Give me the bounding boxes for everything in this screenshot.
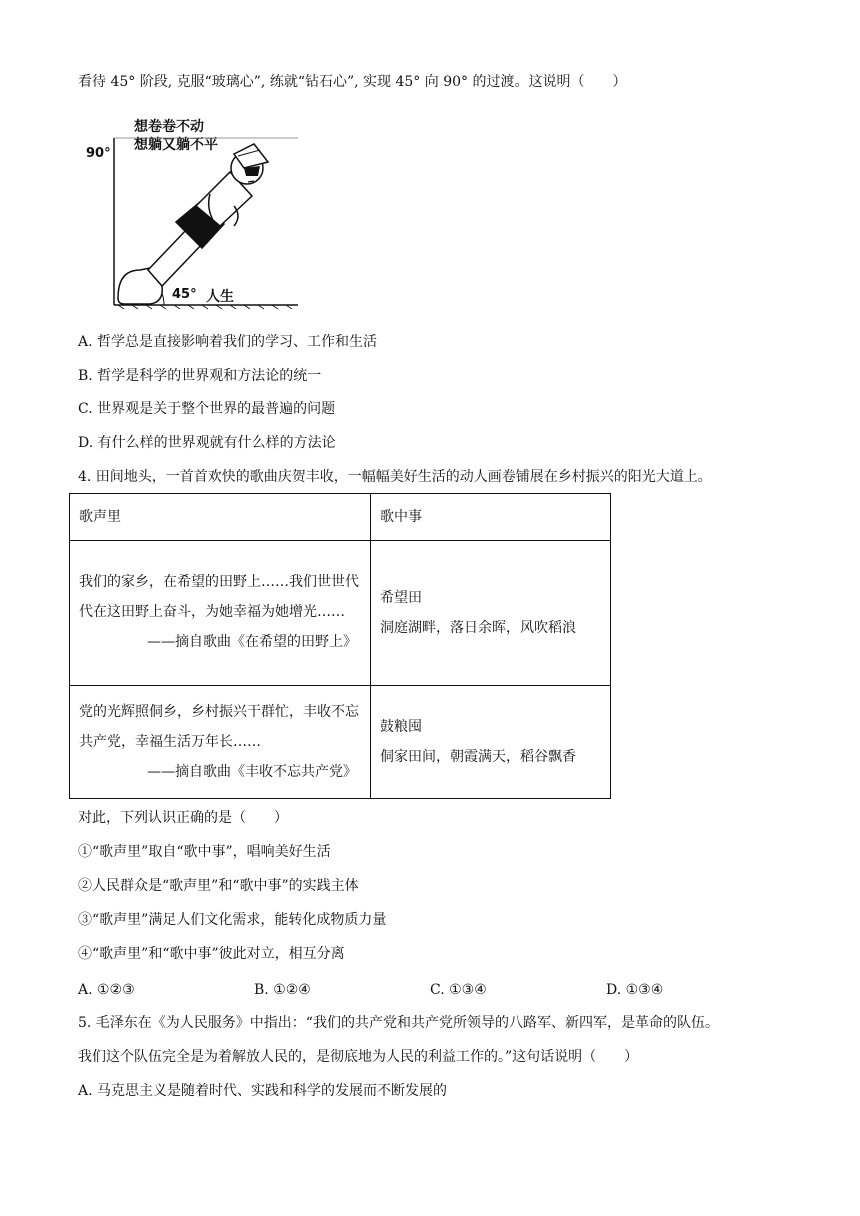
q5-option-a: A. 马克思主义是随着时代、实践和科学的发展而不断发展的	[78, 1083, 448, 1099]
scene-description: 洞庭湖畔，落日余晖，风吹稻浪	[380, 620, 576, 636]
statement-2: ②人民群众是“歌声里”和“歌中事”的实践主体	[78, 878, 359, 894]
scene-cell	[371, 541, 611, 686]
q3-option-d: D. 有什么样的世界观就有什么样的方法论	[78, 435, 336, 451]
songs-table	[69, 493, 611, 799]
scene-place: 鼓粮囤	[380, 719, 422, 735]
scene-description: 侗家田间，朝霞满天，稻谷飘香	[380, 749, 576, 765]
q4-option-b: B. ①②④	[254, 982, 311, 998]
question-5-line2: 我们这个队伍完全是为着解放人民的，是彻底地为人民的利益工作的。”这句话说明（ ）	[78, 1049, 639, 1065]
statement-4: ④“歌声里”和“歌中事”彼此对立，相互分离	[78, 946, 345, 962]
song-source: ——摘自歌曲《在希望的田野上》	[147, 634, 357, 650]
scene-place: 希望田	[380, 590, 422, 606]
question-4-prompt: 对此，下列认识正确的是（ ）	[78, 810, 288, 826]
question-4-stem: 4. 田间地头，一首首欢快的歌曲庆贺丰收，一幅幅美好生活的动人画卷铺展在乡村振兴的阳光大道上。	[78, 469, 712, 485]
table-header-cell: 歌声里	[70, 494, 371, 541]
figure-caption-line1: 想卷卷不动	[134, 119, 204, 135]
q3-option-b: B. 哲学是科学的世界观和方法论的统一	[78, 368, 322, 384]
lyrics-text: 我们的家乡，在希望的田野上……我们世世代代在这田野上奋斗，为她幸福为她增光……	[79, 574, 359, 620]
lyrics-cell	[70, 541, 371, 686]
lyrics-cell	[70, 686, 371, 799]
table-row	[70, 541, 611, 686]
table-header-cell: 歌中事	[371, 494, 611, 541]
label-life: 人生	[206, 289, 234, 305]
lyrics-text: 党的光辉照侗乡，乡村振兴干群忙，丰收不忘共产党，幸福生活万年长……	[79, 704, 359, 750]
q4-option-c: C. ①③④	[430, 982, 487, 998]
cartoon-drawing	[84, 110, 304, 310]
label-90-degree: 90°	[86, 146, 111, 161]
question-5-line1: 5. 毛泽东在《为人民服务》中指出：“我们的共产党和共产党所领导的八路军、新四军，是革命的队伍。	[78, 1015, 719, 1031]
question-3-stem-continued: 看待 45° 阶段, 克服“玻璃心”, 练就“钻石心”, 实现 45° 向 90° 的过渡。这说明（ ）	[78, 74, 627, 90]
scene-cell	[371, 686, 611, 799]
statement-1: ①“歌声里”取自“歌中事”，唱响美好生活	[78, 844, 331, 860]
figure-caption-line2: 想躺又躺不平	[134, 137, 218, 153]
song-source: ——摘自歌曲《丰收不忘共产党》	[147, 764, 357, 780]
statement-3: ③“歌声里”满足人们文化需求，能转化成物质力量	[78, 912, 387, 928]
q3-option-c: C. 世界观是关于整个世界的最普遍的问题	[78, 401, 336, 417]
label-45-degree: 45°	[172, 287, 197, 302]
cartoon-figure	[84, 110, 304, 310]
q4-option-d: D. ①③④	[606, 982, 664, 998]
q4-option-a: A. ①②③	[78, 982, 135, 998]
table-row	[70, 686, 611, 799]
table-header-row	[70, 494, 611, 541]
q3-option-a: A. 哲学总是直接影响着我们的学习、工作和生活	[78, 334, 378, 350]
